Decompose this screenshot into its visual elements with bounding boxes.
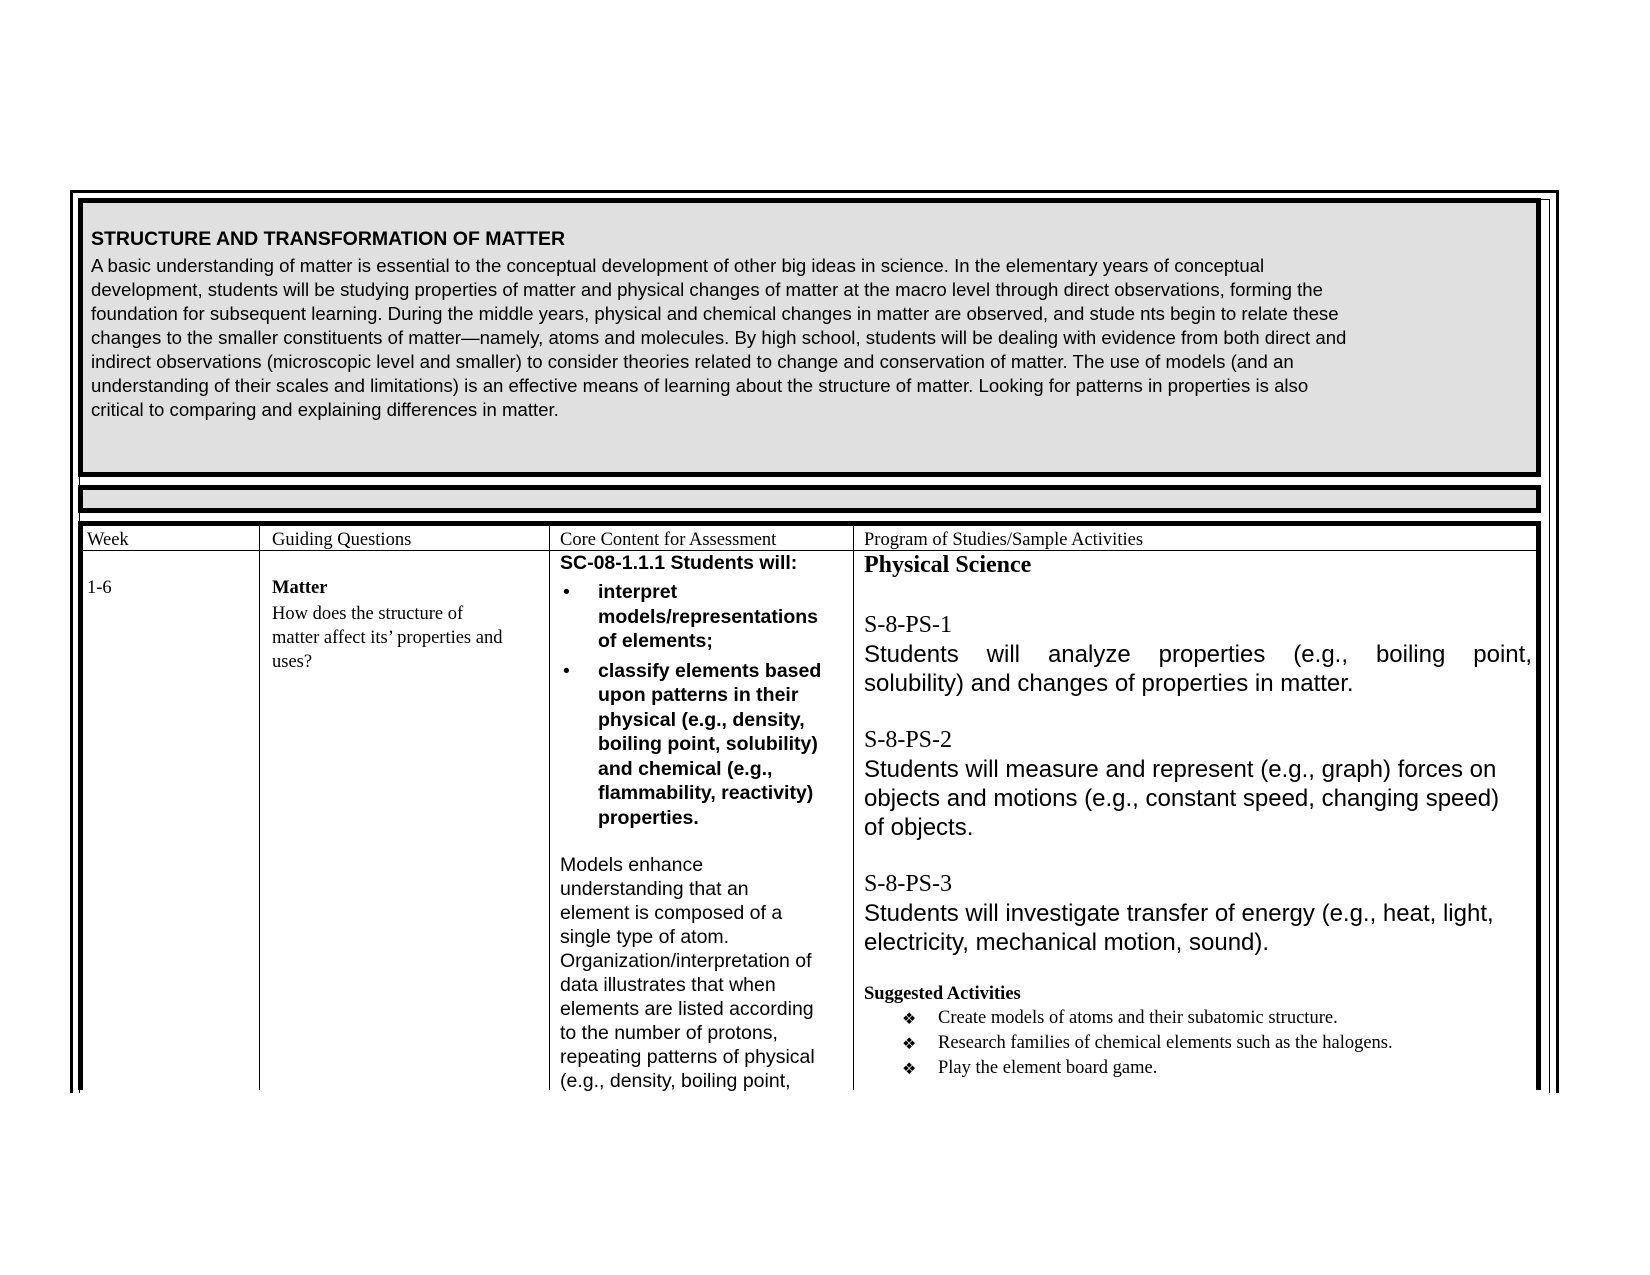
week-value: 1-6 <box>87 578 112 598</box>
intro-line: understanding of their scales and limitations) is an effective means of learning about the structure of matter. Looking for patterns in properties is also <box>91 375 1309 396</box>
list-item: • interpret models/representations of elements; <box>563 581 818 652</box>
diamond-bullet-icon: ❖ <box>902 1059 917 1078</box>
core-content-heading: SC-08-1.1.1 Students will: <box>560 552 798 574</box>
standard-code: S-8-PS-2 <box>864 727 953 753</box>
intro-line: development, students will be studying properties of matter and physical changes of matter at the macro level through direct observations, forming the <box>91 279 1323 300</box>
guiding-question-text: How does the structure of matter affect its’ properties and uses? <box>272 604 503 672</box>
program-title: Physical Science <box>864 552 1032 578</box>
activities-list <box>898 1006 1393 1081</box>
standard-text: Students will analyze properties (e.g., boiling point, solubility) and changes of properties in matter. <box>864 641 1532 697</box>
list-item: ❖ Research families of chemical elements such as the halogens. <box>898 1031 1393 1056</box>
column-divider <box>853 526 854 1090</box>
list-item: • classify elements based upon patterns in their physical (e.g., density, boiling point, solubility) and chemical (e.g., flammability, reactivity) properties. <box>563 659 822 829</box>
standard-code: S-8-PS-3 <box>864 871 953 897</box>
standard-text: Students will investigate transfer of energy (e.g., heat, light, electricity, mechanical motion, sound). <box>864 900 1494 956</box>
list-item: ❖ Create models of atoms and their subatomic structure. <box>898 1006 1393 1031</box>
header-guiding-questions: Guiding Questions <box>272 530 412 550</box>
header-program-of-studies: Program of Studies/Sample Activities <box>864 530 1144 550</box>
suggested-activities-title: Suggested Activities <box>864 984 1021 1004</box>
diamond-bullet-icon: ❖ <box>902 1034 917 1053</box>
list-item: ❖ Play the element board game. <box>898 1056 1393 1081</box>
diamond-bullet-icon: ❖ <box>902 1009 917 1028</box>
standard-text: Students will measure and represent (e.g., graph) forces on objects and motions (e.g., constant speed, changing speed) of objects. <box>864 756 1500 841</box>
intro-title: STRUCTURE AND TRANSFORMATION OF MATTER <box>91 228 566 250</box>
intro-line: changes to the smaller constituents of matter—namely, atoms and molecules. By high school, students will be dealing with evidence from both direct and <box>91 327 1347 348</box>
intro-line: foundation for subsequent learning. During the middle years, physical and chemical changes in matter are observed, and stude nts begin to relate these <box>91 303 1339 324</box>
bullet-icon: • <box>563 581 570 603</box>
header-core-content: Core Content for Assessment <box>560 530 777 550</box>
bullet-icon: • <box>563 659 570 682</box>
guiding-question-title: Matter <box>272 578 328 598</box>
standard-code: S-8-PS-1 <box>864 612 953 638</box>
intro-box <box>78 198 1541 477</box>
intro-line: indirect observations (microscopic level and smaller) to consider theories related to change and conservation of matter. The use of models (and an <box>91 351 1294 372</box>
header-week: Week <box>87 530 129 550</box>
column-divider <box>259 526 260 1090</box>
intro-line: critical to comparing and explaining differences in matter. <box>91 399 559 420</box>
intro-body <box>91 254 1541 422</box>
intro-line: A basic understanding of matter is essential to the conceptual development of other big ideas in science. In the elementary years of conceptual <box>91 255 1265 276</box>
gray-spacer-bar <box>78 485 1541 513</box>
column-divider <box>549 526 550 1090</box>
core-content-list <box>560 580 845 835</box>
core-content-paragraph: Models enhance understanding that an element is composed of a single type of atom. Organization/interpretation of data illustrates that when elements are listed according to the number of protons, repeating patterns of physical (e.g., density, boiling point, <box>560 854 815 1092</box>
